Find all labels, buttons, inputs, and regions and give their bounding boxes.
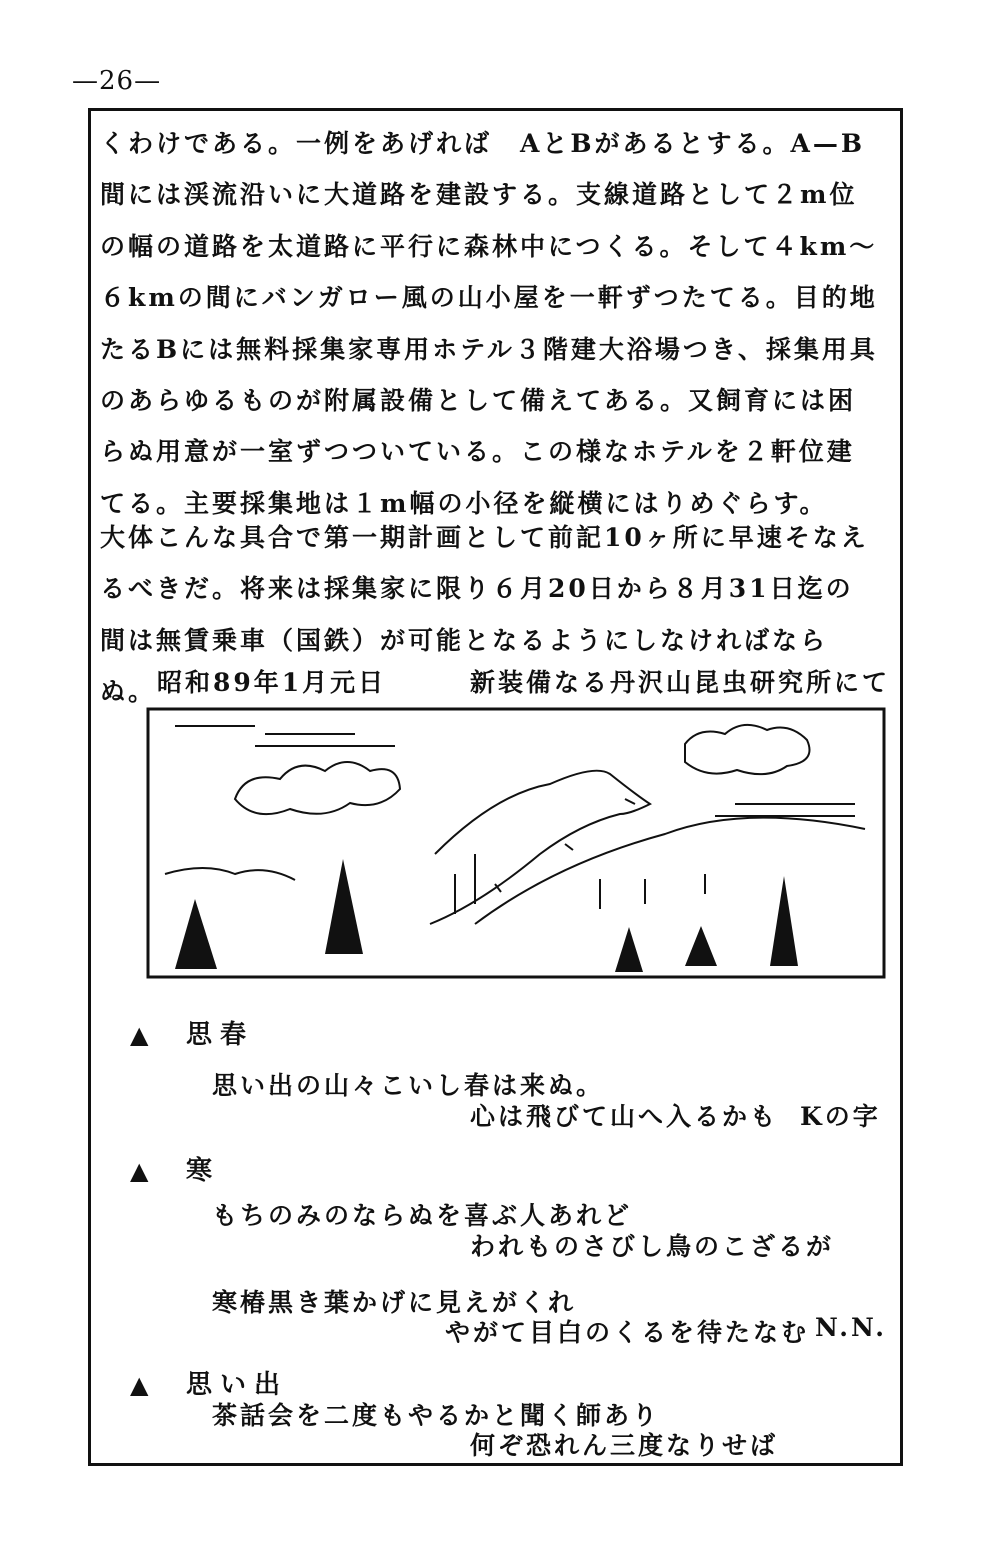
triangle-mark-icon: ▲ <box>130 1020 149 1049</box>
poem-author: Kの字 <box>800 1102 881 1131</box>
page-number: —26— <box>72 66 162 96</box>
poem-title-text: 思い出 <box>186 1370 289 1400</box>
poem-line: 思い出の山々こいし春は来ぬ。 <box>212 1071 605 1100</box>
poem-line: もちのみのならぬを喜ぶ人あれど <box>212 1201 633 1230</box>
body-paragraph-1: くわけである。一例をあげれば AとBがあるとする。A—B間には渓流沿いに大道路を建設する。支線道路として２m位の幅の道路を太道路に平行に森林中につくる。そして４km〜６kmの間にバンガロー風の山小屋を一軒ずつたてる。目的地たるBには無料採集家専用ホテル３階建大浴場つき、採集用具のあらゆるものが附属設備として備えてある。又飼育には困らぬ用意が一室ずつついている。この様なホテルを２軒位建てる。主要採集地は１m幅の小径を縦横にはりめぐらす。 <box>100 129 878 518</box>
poem-title-kan <box>130 1150 220 1187</box>
place-line: 新装備なる丹沢山昆虫研究所にて <box>470 668 891 697</box>
poem-title-text: 思春 <box>186 1020 255 1050</box>
date-line: 昭和89年1月元日 <box>157 668 387 697</box>
poem-line: 心は飛びて山へ入るかも <box>470 1102 779 1131</box>
poem-title-shishun <box>130 1014 254 1051</box>
poem-line: 何ぞ恐れん三度なりせば <box>470 1431 779 1460</box>
poem-title-text: 寒 <box>186 1156 221 1186</box>
triangle-mark-icon: ▲ <box>130 1370 149 1399</box>
poem-line: 寒椿黒き葉かげに見えがくれ <box>212 1288 577 1317</box>
poem-line: われものさびし鳥のこざるが <box>470 1232 835 1261</box>
poem-line: やがて目白のくるを待たなむ <box>445 1318 810 1347</box>
body-paragraph-2: 大体こんな具合で第一期計画として前記10ヶ所に早速そなえるべきだ。将来は採集家に限り６月20日から８月31日迄の間は無賃乗車（国鉄）が可能となるようにしなければならぬ。 <box>100 523 869 707</box>
mountain-sketch-illustration <box>145 704 887 982</box>
poem-line: 茶話会を二度もやるかと聞く師あり <box>212 1401 661 1430</box>
poem-author: N.N. <box>815 1313 887 1342</box>
triangle-mark-icon: ▲ <box>130 1156 149 1185</box>
